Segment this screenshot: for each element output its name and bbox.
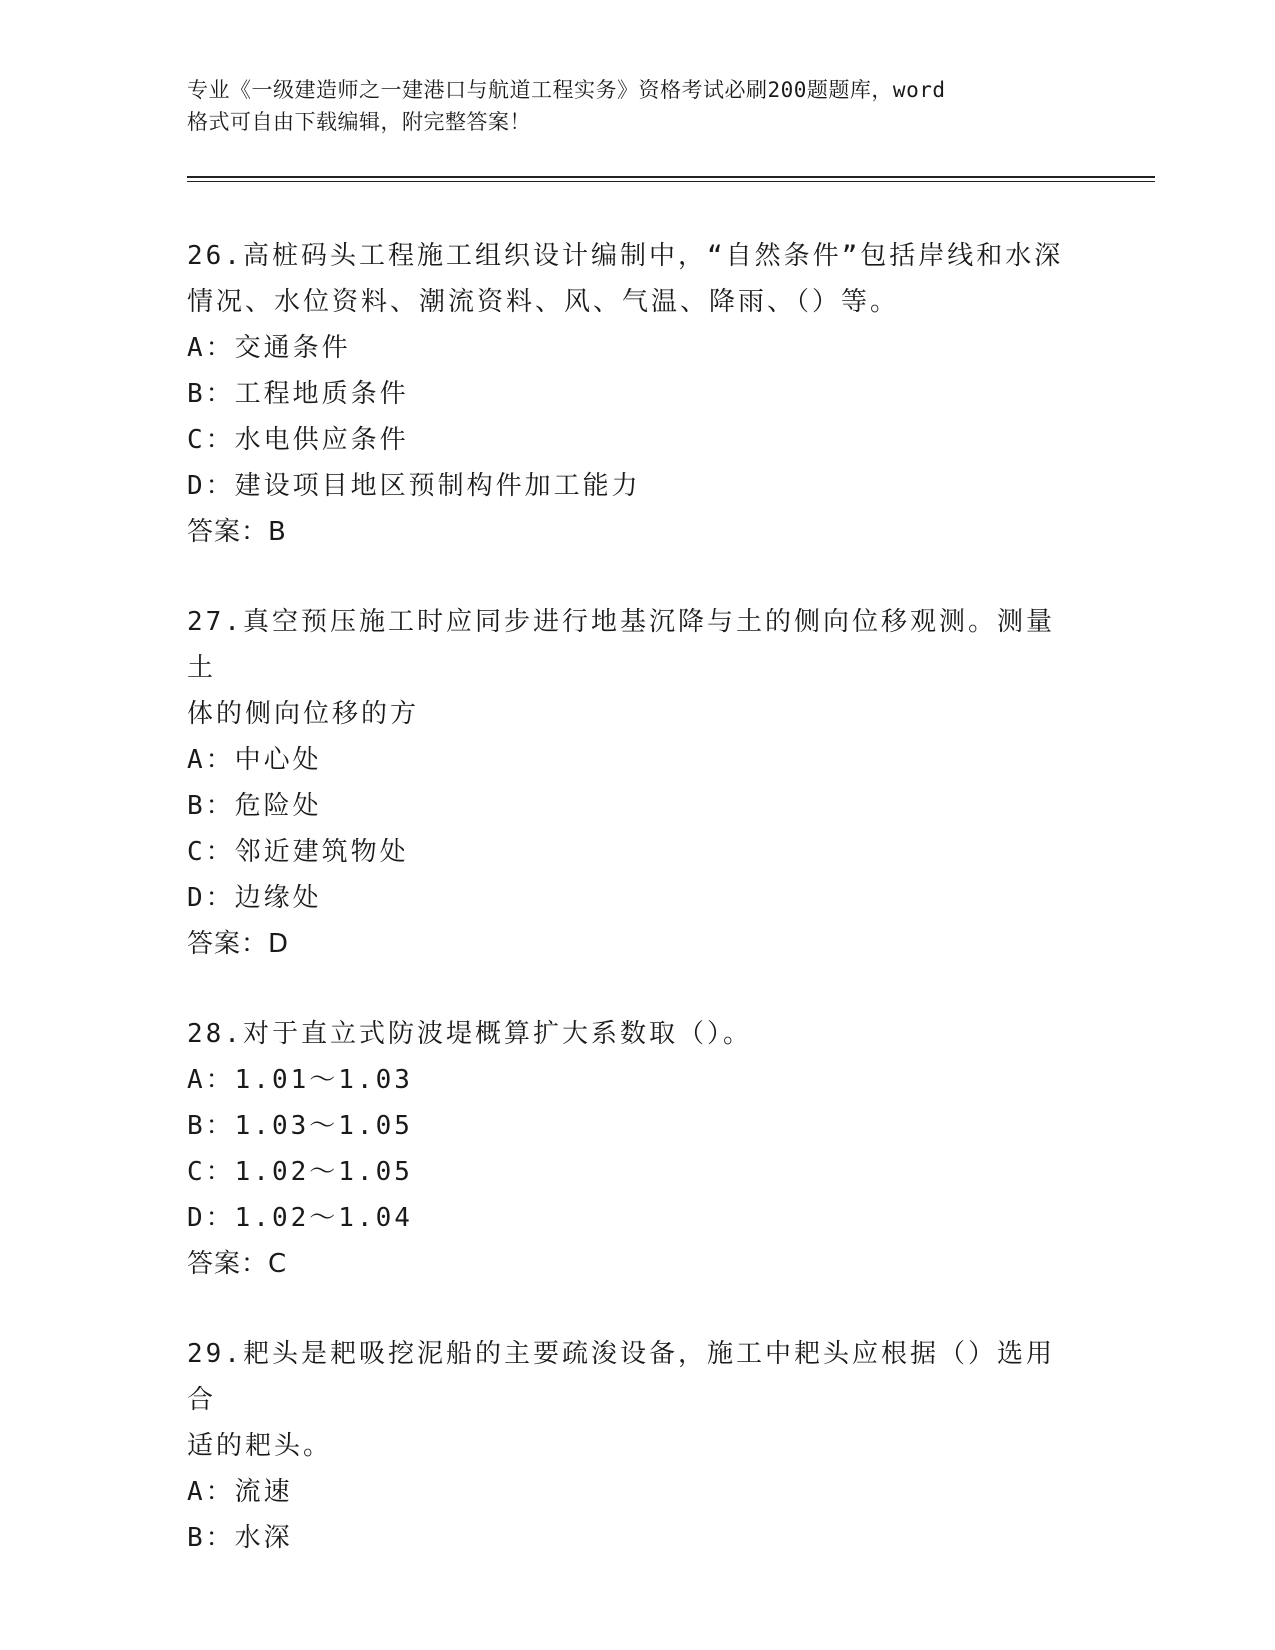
question-stem — [187, 1011, 1077, 1057]
question-stem-line: 28.对于直立式防波堤概算扩大系数取（）。 — [187, 1019, 752, 1049]
option-c: C：邻近建筑物处 — [187, 837, 409, 867]
question-stem-line: 体的侧向位移的方 — [187, 699, 420, 729]
question-stem-line: 情况、水位资料、潮流资料、风、气温、降雨、（）等。 — [187, 287, 900, 317]
document-header — [187, 74, 1067, 138]
header-title-line-1: 专业《一级建造师之一建港口与航道工程实务》资格考试必刷200题题库，word — [187, 78, 946, 102]
option-d: D：建设项目地区预制构件加工能力 — [187, 471, 641, 501]
option-c: C：水电供应条件 — [187, 425, 409, 455]
answer-label: 答案：D — [187, 929, 290, 959]
option-b: B：水深 — [187, 1523, 293, 1553]
question-spacer — [187, 555, 1077, 599]
question-spacer — [187, 967, 1077, 1011]
question-stem — [187, 1331, 1077, 1469]
option-b: B：工程地质条件 — [187, 379, 409, 409]
question-stem — [187, 599, 1077, 737]
answer-label: 答案：C — [187, 1249, 288, 1279]
question-stem — [187, 233, 1077, 325]
header-divider-thick — [187, 176, 1155, 178]
answer-label: 答案：B — [187, 517, 287, 547]
option-b: B：危险处 — [187, 791, 322, 821]
question-spacer — [187, 1287, 1077, 1331]
header-divider-thin — [187, 181, 1155, 182]
question-26 — [187, 233, 1077, 555]
option-b: B：1.03～1.05 — [187, 1111, 413, 1141]
question-27 — [187, 599, 1077, 967]
option-a: A：中心处 — [187, 745, 322, 775]
option-c: C：1.02～1.05 — [187, 1157, 413, 1187]
question-stem-line: 27.真空预压施工时应同步进行地基沉降与土的侧向位移观测。测量土 — [187, 607, 1055, 683]
question-28 — [187, 1011, 1077, 1287]
question-stem-line: 29.耙头是耙吸挖泥船的主要疏浚设备，施工中耙头应根据（）选用合 — [187, 1339, 1055, 1415]
question-stem-line: 适的耙头。 — [187, 1431, 333, 1461]
option-d: D：边缘处 — [187, 883, 322, 913]
option-d: D：1.02～1.04 — [187, 1203, 413, 1233]
question-29 — [187, 1331, 1077, 1561]
question-stem-line: 26.高桩码头工程施工组织设计编制中，“自然条件”包括岸线和水深 — [187, 241, 1064, 271]
option-a: A：交通条件 — [187, 333, 351, 363]
question-list — [187, 233, 1077, 1561]
option-a: A：流速 — [187, 1477, 293, 1507]
option-a: A：1.01～1.03 — [187, 1065, 413, 1095]
header-title-line-2: 格式可自由下载编辑，附完整答案！ — [187, 110, 531, 134]
